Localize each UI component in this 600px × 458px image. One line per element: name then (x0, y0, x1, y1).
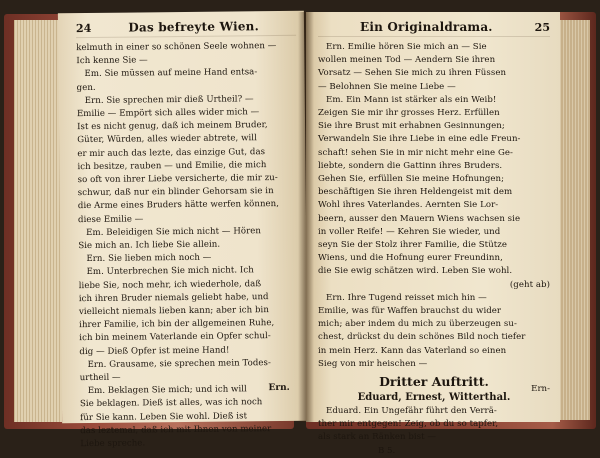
text-line: Sie ihre Brust mit erhabnen Gesinnungen; (318, 121, 505, 132)
text-line: die Arme eines Bruders hätte werfen können, (77, 199, 280, 212)
text-line: liebe Sie, noch mehr, ich wiederhole, daß (78, 278, 262, 291)
cast-line: Eduard, Ernest, Witterthal. (357, 392, 511, 404)
text-line: für Sie kann. Leben Sie wohl. Dieß ist (80, 411, 248, 423)
right-catchword: Ern- (531, 384, 550, 394)
text-line: in mein Herz. Kann das Vaterland so einen (318, 345, 507, 356)
text-line: diese Emilie — (77, 214, 144, 225)
text-line: so oft von ihrer Liebe versicherte, die mir zu- (77, 173, 278, 186)
text-line: Em. Ein Mann ist stärker als ein Weib! (326, 94, 497, 105)
text-line: vielleicht niemals lieben kann; aber ich bin (78, 305, 269, 318)
text-line: (geht ab) (509, 279, 550, 290)
signature-row (318, 445, 550, 458)
text-line: Güter, Würden, alles wieder abtrete, will (77, 133, 257, 146)
text-line: wollen meinen Tod — Aendern Sie ihren (318, 55, 496, 66)
text-line: Sieg von mir heischen — (318, 358, 428, 369)
text-line: er mir auch das lezte, das einzige Gut, das (77, 146, 266, 159)
text-line: Ern. Emilie hören Sie mich an — Sie (326, 42, 487, 52)
text-line: Ern. Sie lieben mich noch — (86, 252, 212, 265)
text-line: mich; aber indem du mich zu überzeugen su- (318, 319, 517, 330)
left-page (58, 11, 308, 450)
text-line: Ern. Grausame, sie sprechen mein Todes- (87, 357, 271, 370)
text-line: schaft! sehen Sie in mir nicht mehr eine Ge- (318, 147, 513, 158)
text-line: in voller Reife! — Kehren Sie wieder, und (318, 226, 501, 237)
right-page (306, 12, 560, 456)
text-line: Vorsatz — Sehen Sie mich zu ihren Füssen (318, 68, 507, 79)
text-line: Ich kenne Sie — (76, 55, 148, 67)
text-line: Ern. Sie sprechen mir dieß Urtheil? — (84, 94, 254, 106)
text-line: beschäftigen Sie ihren Heldengeist mit dem (318, 187, 513, 198)
signature-mark: B 5. (378, 445, 396, 456)
text-line: seyn Sie der Stolz ihrer Familie, die Stütze (318, 240, 507, 251)
text-line: Ern. Ihre Tugend reisset mich hin — (326, 292, 487, 303)
text-line: Zeigen Sie mir ihr grosses Herz. Erfüllen (318, 108, 500, 119)
text-line: chest, drückst du dein schönes Bild noch tiefer (318, 332, 526, 343)
text-line: ther mir entgegen! Zeig, ob du so tapfer, (318, 419, 499, 430)
text-line: Ist es nicht genug, daß ich meinem Bruder, (77, 120, 268, 133)
left-catchword: Ern. (268, 382, 290, 394)
right-page-header (318, 20, 550, 37)
left-page-header (76, 19, 296, 38)
text-line: dig — Dieß Opfer ist meine Hand! (79, 345, 230, 357)
left-page-text (76, 40, 300, 452)
text-line: ich bin meinem Vaterlande ein Opfer schul- (79, 331, 271, 344)
text-line: als stark an Ränken bist — (318, 432, 437, 443)
text-line: gen. (76, 82, 96, 93)
text-line: Emilie — Empört sich alles wider mich — (76, 107, 260, 120)
text-line: Wiens, und die Hofnung eurer Freundinn, (318, 253, 503, 264)
text-line: Verwandeln Sie ihre Liebe in eine edle Freun- (318, 134, 521, 145)
text-line: urtheil — (79, 372, 121, 384)
text-line: Eduard. Ein Ungefähr führt den Verrä- (326, 406, 497, 417)
left-running-title: Das befreyte Wien. (128, 19, 260, 35)
text-line: ihrer Familie, ich bin der allgemeinen Ruhe, (79, 318, 275, 331)
text-line: liebte, sondern die Gattinn ihres Bruders. (318, 160, 503, 171)
page-edges-left (14, 20, 62, 422)
text-line: Em. Unterbrechen Sie mich nicht. Ich (86, 265, 254, 278)
text-line: Sie beklagen. Dieß ist alles, was ich noch (79, 397, 263, 410)
text-line: kelmuth in einer so schönen Seele wohnen — (76, 41, 277, 54)
right-page-after-text (318, 405, 550, 445)
right-running-title: Ein Originaldrama. (359, 20, 493, 34)
text-line: Em. Beklagen Sie mich; und ich will (87, 384, 247, 397)
text-line: beern, ausser den Mauern Wiens wachsen sie (318, 213, 521, 224)
text-line: die Sie ewig schätzen wird. Leben Sie wohl. (318, 266, 513, 277)
text-line: ich besitze, rauben — und Emilie, die mich (77, 159, 267, 172)
text-line: Sie mich an. Ich liebe Sie allein. (78, 239, 221, 252)
text-line: — Belohnen Sie meine Liebe — (318, 81, 456, 92)
text-line: ich ihren Bruder niemals geliebt habe, und (78, 291, 269, 304)
text-line: Gehen Sie, erfüllen Sie meine Hofnungen; (318, 174, 505, 185)
act-heading: Dritter Auftritt. (379, 374, 489, 390)
right-page-text (318, 41, 550, 371)
book-gutter (298, 12, 314, 422)
text-line: schwur, daß nur ein blinder Gehorsam sie in (77, 186, 274, 199)
text-line: Em. Sie müssen auf meine Hand entsa- (84, 67, 258, 80)
text-line: Wohl ihres Vaterlandes. Aernten Sie Lor- (318, 200, 499, 211)
left-page-number: 24 (75, 21, 92, 36)
text-line: Emilie, was für Waffen brauchst du wider (318, 306, 502, 317)
text-line: das leztemal, daß ich mit Ihnen von meiner (80, 423, 272, 436)
text-line: Em. Beleidigen Sie mich nicht — Hören (86, 226, 262, 238)
text-line: Liebe spreche. (80, 438, 146, 450)
page-edges-right (560, 20, 590, 420)
right-page-number: 25 (534, 21, 550, 34)
